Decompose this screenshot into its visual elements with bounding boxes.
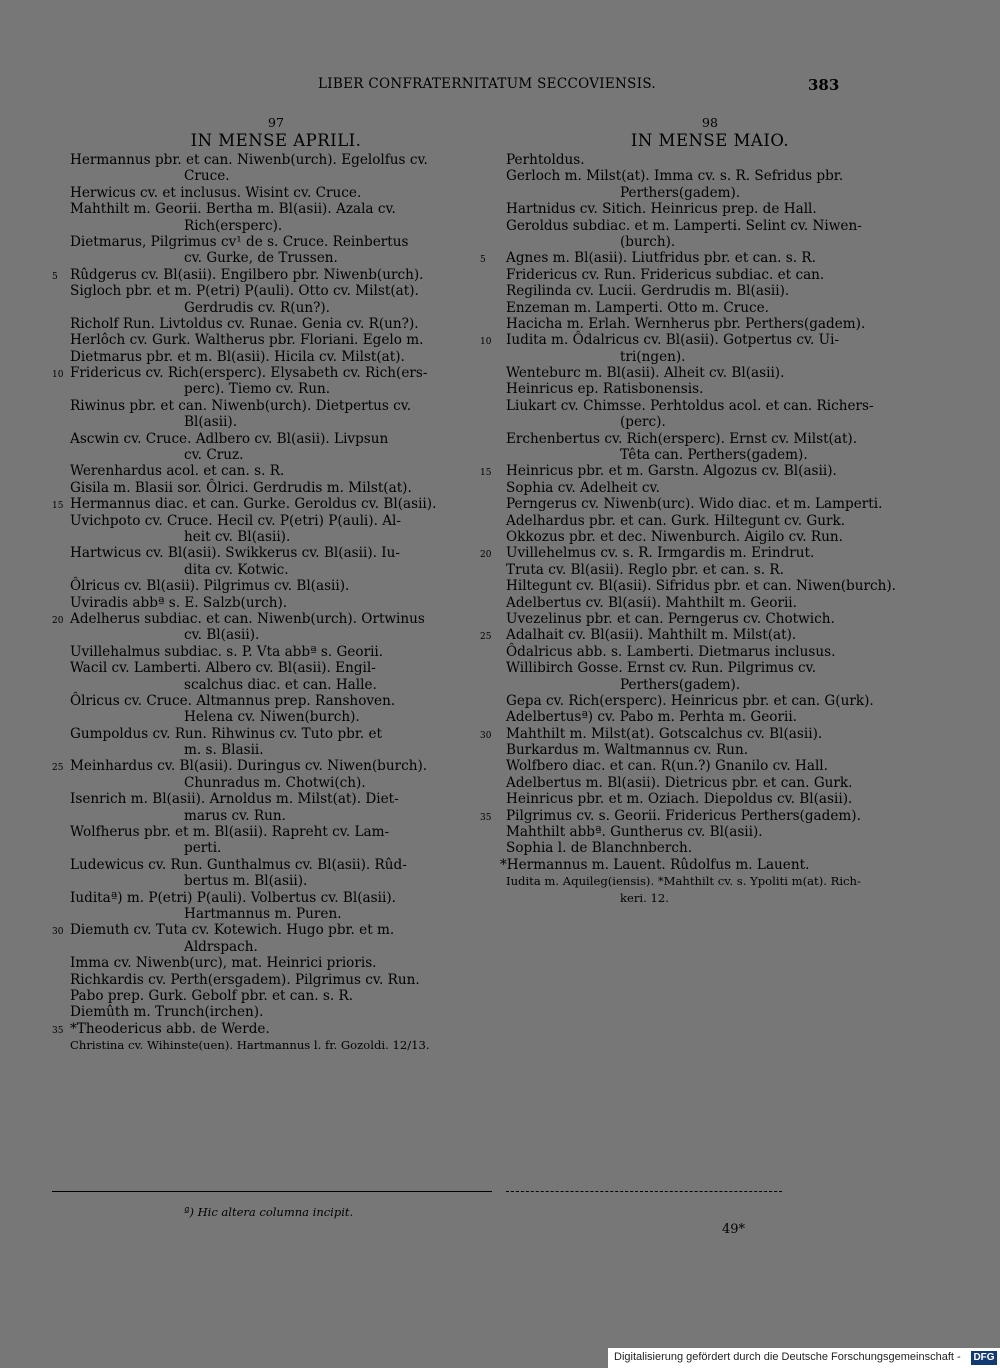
entry-text: Geroldus subdiac. et m. Lamperti. Selint cv. Niwen-	[506, 217, 862, 234]
entry-text: Heinricus pbr. et m. Oziach. Diepoldus cv. Bl(asii).	[506, 791, 853, 808]
entry-text: Gisila m. Blasii sor. Ôlrici. Gerdrudis m. Milst(at).	[70, 479, 412, 496]
entry-line	[52, 627, 500, 643]
line-number: 10	[52, 370, 64, 381]
entry-text: Isenrich m. Bl(asii). Arnoldus m. Milst(at). Diet-	[70, 791, 399, 808]
line-number: 5	[480, 255, 486, 266]
entry-line	[52, 660, 500, 676]
entry-line	[480, 808, 940, 824]
entry-line	[52, 890, 500, 906]
entry-line	[480, 152, 940, 168]
footnote: ª) Hic altera columna incipit.	[184, 1205, 354, 1219]
entry-line	[480, 644, 940, 660]
entry-line	[52, 168, 500, 184]
entry-line	[52, 824, 500, 840]
entry-text: tri(ngen).	[620, 348, 686, 365]
entry-text: Erchenbertus cv. Rich(ersperc). Ernst cv. Milst(at).	[506, 430, 858, 447]
entry-line	[52, 316, 500, 332]
entry-text: Helena cv. Niwen(burch).	[184, 709, 360, 726]
entry-line	[52, 693, 500, 709]
column-may	[480, 116, 940, 906]
entry-text: Gerdrudis cv. R(un?).	[184, 299, 330, 316]
entry-line	[52, 414, 500, 430]
entry-line	[52, 595, 500, 611]
entry-line	[52, 791, 500, 807]
entry-text: Bl(asii).	[184, 414, 238, 431]
line-number: 15	[52, 501, 64, 512]
entry-line	[480, 250, 940, 266]
entry-text: Burkardus m. Waltmannus cv. Run.	[506, 742, 749, 759]
entry-line	[480, 742, 940, 758]
entry-text: bertus m. Bl(asii).	[184, 873, 308, 890]
entry-line	[480, 627, 940, 643]
entry-lines	[480, 152, 940, 906]
entry-line	[52, 562, 500, 578]
entry-text: cv. Cruz.	[184, 447, 244, 464]
entry-text: Adelbertus m. Bl(asii). Dietricus pbr. et can. Gurk.	[506, 774, 853, 791]
entry-line	[52, 300, 500, 316]
entry-text: Pabo prep. Gurk. Gebolf pbr. et can. s. R.	[70, 987, 354, 1004]
entry-line	[52, 1004, 500, 1020]
entry-text: Diemuth cv. Tuta cv. Kotewich. Hugo pbr. et m.	[70, 922, 395, 939]
entry-text: Ôlricus cv. Bl(asii). Pilgrimus cv. Bl(asii).	[70, 578, 350, 595]
entry-line	[52, 463, 500, 479]
entry-line	[52, 840, 500, 856]
column-end-rule	[52, 1191, 492, 1192]
entry-text: (perc).	[620, 414, 666, 431]
entry-text: Ludewicus cv. Run. Gunthalmus cv. Bl(asii). Rûd-	[70, 856, 407, 873]
entry-line	[480, 660, 940, 676]
entry-text: Gerloch m. Milst(at). Imma cv. s. R. Sefridus pbr.	[506, 168, 844, 185]
entry-line	[480, 398, 940, 414]
entry-line	[480, 791, 940, 807]
entry-line	[480, 267, 940, 283]
line-number: 15	[480, 468, 492, 479]
entry-line	[52, 758, 500, 774]
column-end-rule	[506, 1191, 782, 1192]
entry-line	[480, 283, 940, 299]
funding-banner	[608, 1348, 1000, 1368]
entry-lines	[52, 152, 500, 1053]
entry-text: marus cv. Run.	[184, 807, 286, 824]
column-april	[52, 116, 500, 1053]
entry-line	[52, 332, 500, 348]
entry-line	[52, 906, 500, 922]
entry-line	[480, 201, 940, 217]
entry-line	[52, 349, 500, 365]
entry-text: Gumpoldus cv. Run. Rihwinus cv. Tuto pbr. et	[70, 725, 382, 742]
entry-text: Adalhait cv. Bl(asii). Mahthilt m. Milst(at).	[506, 627, 797, 644]
entry-line	[480, 513, 940, 529]
entry-line	[480, 578, 940, 594]
entry-text: Gepa cv. Rich(ersperc). Heinricus pbr. et can. G(urk).	[506, 692, 874, 709]
entry-line	[480, 381, 940, 397]
entry-line	[52, 480, 500, 496]
column-heading: IN MENSE MAIO.	[630, 131, 790, 150]
entry-line	[480, 824, 940, 840]
column-number: 98	[702, 115, 718, 130]
entry-line	[480, 431, 940, 447]
entry-text: Imma cv. Niwenb(urc), mat. Heinrici prioris.	[70, 955, 377, 972]
entry-line	[52, 1021, 500, 1037]
entry-text: Herwicus cv. et inclusus. Wisint cv. Cruce.	[70, 184, 362, 201]
column-heading: IN MENSE APRILI.	[190, 131, 362, 150]
entry-line	[52, 513, 500, 529]
entry-text: Adelbertus cv. Bl(asii). Mahthilt m. Georii.	[506, 594, 797, 611]
running-title: LIBER CONFRATERNITATUM SECCOVIENSIS.	[318, 76, 657, 92]
entry-line	[480, 365, 940, 381]
entry-text: Uvichpoto cv. Cruce. Hecil cv. P(etri) P(auli). Al-	[70, 512, 401, 529]
entry-line	[480, 480, 940, 496]
entry-line	[480, 529, 940, 545]
entry-line	[480, 185, 940, 201]
entry-line	[52, 988, 500, 1004]
entry-text: Sigloch pbr. et m. P(etri) P(auli). Otto cv. Milst(at).	[70, 283, 419, 300]
entry-text: Rich(ersperc).	[184, 217, 283, 234]
entry-line	[52, 922, 500, 938]
entry-text: *Theodericus abb. de Werde.	[70, 1020, 270, 1037]
entry-line	[480, 890, 940, 906]
entry-line	[480, 873, 940, 889]
entry-text: Hacicha m. Erlah. Wernherus pbr. Perthers(gadem).	[506, 315, 866, 332]
entry-line	[52, 677, 500, 693]
entry-text: Sophia l. de Blanchnberch.	[506, 840, 693, 857]
entry-line	[52, 972, 500, 988]
entry-text: heit cv. Bl(asii).	[184, 528, 291, 545]
entry-line	[52, 545, 500, 561]
entry-text: Meinhardus cv. Bl(asii). Duringus cv. Niwen(burch).	[70, 758, 428, 775]
entry-line	[52, 447, 500, 463]
entry-line	[52, 611, 500, 627]
entry-line	[52, 431, 500, 447]
entry-text: Richolf Run. Livtoldus cv. Runae. Genia cv. R(un?).	[70, 315, 419, 332]
entry-text: Diemûth m. Trunch(irchen).	[70, 1004, 264, 1021]
entry-text: Perthers(gadem).	[620, 184, 741, 201]
entry-text: Adelbertusª) cv. Pabo m. Perhta m. Georii.	[506, 709, 797, 726]
entry-line	[480, 677, 940, 693]
entry-text: Mahthilt abbª. Guntherus cv. Bl(asii).	[506, 824, 763, 841]
entry-line	[52, 939, 500, 955]
entry-line	[52, 185, 500, 201]
entry-line	[480, 300, 940, 316]
entry-line	[480, 611, 940, 627]
entry-text: Hiltegunt cv. Bl(asii). Sifridus pbr. et can. Niwen(burch).	[506, 578, 896, 595]
entry-line	[52, 873, 500, 889]
entry-line	[52, 496, 500, 512]
entry-line	[480, 693, 940, 709]
entry-text: keri. 12.	[620, 890, 669, 905]
signature-mark: 49*	[722, 1222, 746, 1237]
entry-text: Chunradus m. Chotwi(ch).	[184, 774, 366, 791]
line-number: 20	[480, 550, 492, 561]
entry-text: Ascwin cv. Cruce. Adlbero cv. Bl(asii). Livpsun	[70, 430, 389, 447]
entry-line	[52, 201, 500, 217]
entry-text: Willibirch Gosse. Ernst cv. Run. Pilgrimus cv.	[506, 660, 817, 677]
entry-line	[480, 726, 940, 742]
entry-line	[52, 726, 500, 742]
entry-text: Fridericus cv. Run. Fridericus subdiac. et can.	[506, 266, 825, 283]
entry-text: Cruce.	[184, 168, 230, 185]
entry-line	[480, 595, 940, 611]
dfg-logo: DFG	[971, 1351, 997, 1365]
entry-line	[52, 250, 500, 266]
entry-text: Adelherus subdiac. et can. Niwenb(urch). Ortwinus	[70, 610, 425, 627]
line-number: 20	[52, 615, 64, 626]
entry-text: Dietmarus pbr. et m. Bl(asii). Hicila cv. Milst(at).	[70, 348, 405, 365]
entry-line	[480, 234, 940, 250]
entry-text: Wacil cv. Lamberti. Albero cv. Bl(asii). Engil-	[70, 660, 376, 677]
entry-line	[480, 218, 940, 234]
entry-text: Uvillehelmus cv. s. R. Irmgardis m. Erindrut.	[506, 545, 815, 562]
entry-text: Truta cv. Bl(asii). Reglo pbr. et can. s. R.	[506, 561, 784, 578]
entry-text: Aldrspach.	[184, 938, 258, 955]
entry-line	[52, 365, 500, 381]
entry-text: Sophia cv. Adelheit cv.	[506, 479, 660, 496]
entry-text: Liukart cv. Chimsse. Perhtoldus acol. et can. Richers-	[506, 397, 874, 414]
entry-text: Uvillehalmus subdiac. s. P. Vta abbª s. Georii.	[70, 643, 384, 660]
entry-line	[480, 496, 940, 512]
entry-text: Pilgrimus cv. s. Georii. Fridericus Perthers(gadem).	[506, 807, 861, 824]
entry-line	[480, 562, 940, 578]
entry-text: *Hermannus m. Lauent. Rûdolfus m. Lauent.	[500, 856, 810, 873]
entry-text: Hartmannus m. Puren.	[184, 905, 342, 922]
line-number: 10	[480, 337, 492, 348]
line-number: 25	[52, 763, 64, 774]
entry-text: Hermannus pbr. et can. Niwenb(urch). Egelolfus cv.	[70, 152, 428, 168]
entry-line	[52, 955, 500, 971]
entry-text: Uviradis abbª s. E. Salzb(urch).	[70, 594, 288, 611]
entry-text: scalchus diac. et can. Halle.	[184, 676, 377, 693]
entry-text: Hermannus diac. et can. Gurke. Geroldus cv. Bl(asii).	[70, 496, 437, 513]
entry-line	[480, 775, 940, 791]
entry-line	[52, 267, 500, 283]
entry-text: Richkardis cv. Perth(ersgadem). Pilgrimus cv. Run.	[70, 971, 420, 988]
entry-line	[52, 234, 500, 250]
entry-text: m. s. Blasii.	[184, 742, 264, 759]
entry-text: Heinricus ep. Ratisbonensis.	[506, 381, 704, 398]
entry-text: Wenteburc m. Bl(asii). Alheit cv. Bl(asii).	[506, 365, 785, 382]
entry-text: perc). Tiemo cv. Run.	[184, 381, 331, 398]
entry-line	[480, 463, 940, 479]
entry-text: Rûdgerus cv. Bl(asii). Engilbero pbr. Niwenb(urch).	[70, 266, 424, 283]
entry-text: Adelhardus pbr. et can. Gurk. Hiltegunt cv. Gurk.	[506, 512, 846, 529]
running-header	[0, 76, 1000, 98]
entry-text: Christina cv. Wihinste(uen). Hartmannus l. fr. Gozoldi. 12/13.	[70, 1038, 430, 1053]
entry-text: Ôdalricus abb. s. Lamberti. Dietmarus inclusus.	[506, 643, 836, 660]
column-number: 97	[268, 115, 284, 130]
entry-text: Ôlricus cv. Cruce. Altmannus prep. Ranshoven.	[70, 692, 396, 709]
entry-text: Mahthilt m. Milst(at). Gotscalchus cv. Bl(asii).	[506, 725, 823, 742]
entry-text: Enzeman m. Lamperti. Otto m. Cruce.	[506, 299, 769, 316]
entry-text: Heinricus pbr. et m. Garstn. Algozus cv. Bl(asii).	[506, 463, 837, 480]
entry-line	[52, 152, 500, 168]
entry-text: Perngerus cv. Niwenb(urc). Wido diac. et m. Lamperti.	[506, 496, 883, 513]
page-number: 383	[808, 76, 840, 94]
entry-line	[52, 857, 500, 873]
entry-text: perti.	[184, 840, 222, 857]
entry-line	[480, 168, 940, 184]
entry-line	[480, 349, 940, 365]
entry-text: Uvezelinus pbr. et can. Perngerus cv. Chotwich.	[506, 610, 835, 627]
entry-text: Okkozus pbr. et dec. Niwenburch. Aigilo cv. Run.	[506, 528, 843, 545]
entry-text: Herlôch cv. Gurk. Waltherus pbr. Floriani. Egelo m.	[70, 332, 424, 349]
entry-line	[52, 529, 500, 545]
entry-text: Dietmarus, Pilgrimus cv¹ de s. Cruce. Reinbertus	[70, 233, 409, 250]
entry-line	[52, 742, 500, 758]
entry-text: Wolfbero diac. et can. R(un.?) Gnanilo cv. Hall.	[506, 758, 828, 775]
entry-text: Hartnidus cv. Sitich. Heinricus prep. de Hall.	[506, 201, 817, 218]
entry-line	[480, 840, 940, 856]
line-number: 5	[52, 271, 58, 282]
entry-line	[480, 709, 940, 725]
entry-text: Werenhardus acol. et can. s. R.	[70, 463, 285, 480]
entry-line	[480, 758, 940, 774]
entry-text: Iudita m. Aquileg(iensis). *Mahthilt cv. s. Ypoliti m(at). Rich-	[506, 874, 861, 889]
entry-line	[52, 775, 500, 791]
entry-text: Regilinda cv. Lucii. Gerdrudis m. Bl(asii).	[506, 283, 790, 300]
entry-text: Mahthilt m. Georii. Bertha m. Bl(asii). Azala cv.	[70, 201, 396, 218]
funding-text: Digitalisierung gefördert durch die Deutsche Forschungsgemeinschaft -	[614, 1351, 961, 1363]
entry-text: Iuditaª) m. P(etri) P(auli). Volbertus cv. Bl(asii).	[70, 889, 396, 906]
line-number: 30	[480, 730, 492, 741]
entry-text: Riwinus pbr. et can. Niwenb(urch). Dietpertus cv.	[70, 397, 412, 414]
entry-text: Agnes m. Bl(asii). Liutfridus pbr. et can. s. R.	[506, 250, 816, 267]
entry-line	[52, 1037, 500, 1053]
entry-text: Fridericus cv. Rich(ersperc). Elysabeth cv. Rich(ers-	[70, 365, 428, 382]
entry-line	[480, 316, 940, 332]
entry-text: Perhtoldus.	[506, 152, 585, 168]
entry-text: Hartwicus cv. Bl(asii). Swikkerus cv. Bl(asii). Iu-	[70, 545, 401, 562]
entry-line	[480, 447, 940, 463]
line-number: 35	[480, 812, 492, 823]
line-number: 30	[52, 927, 64, 938]
entry-line	[52, 381, 500, 397]
entry-line	[480, 414, 940, 430]
entry-line	[52, 578, 500, 594]
entry-line	[480, 857, 940, 873]
entry-line	[480, 545, 940, 561]
entry-line	[52, 283, 500, 299]
line-number: 35	[52, 1025, 64, 1036]
entry-text: Iudita m. Ôdalricus cv. Bl(asii). Gotpertus cv. Ui-	[506, 332, 840, 349]
entry-line	[52, 398, 500, 414]
entry-text: cv. Bl(asii).	[184, 627, 260, 644]
entry-line	[52, 218, 500, 234]
entry-text: Wolfherus pbr. et m. Bl(asii). Rapreht cv. Lam-	[70, 824, 390, 841]
entry-line	[480, 332, 940, 348]
entry-text: Têta can. Perthers(gadem).	[620, 447, 808, 464]
line-number: 25	[480, 632, 492, 643]
entry-line	[52, 644, 500, 660]
entry-line	[52, 808, 500, 824]
entry-text: dita cv. Kotwic.	[184, 561, 289, 578]
entry-text: Perthers(gadem).	[620, 676, 741, 693]
entry-line	[52, 709, 500, 725]
entry-text: cv. Gurke, de Trussen.	[184, 250, 338, 267]
entry-text: (burch).	[620, 233, 676, 250]
